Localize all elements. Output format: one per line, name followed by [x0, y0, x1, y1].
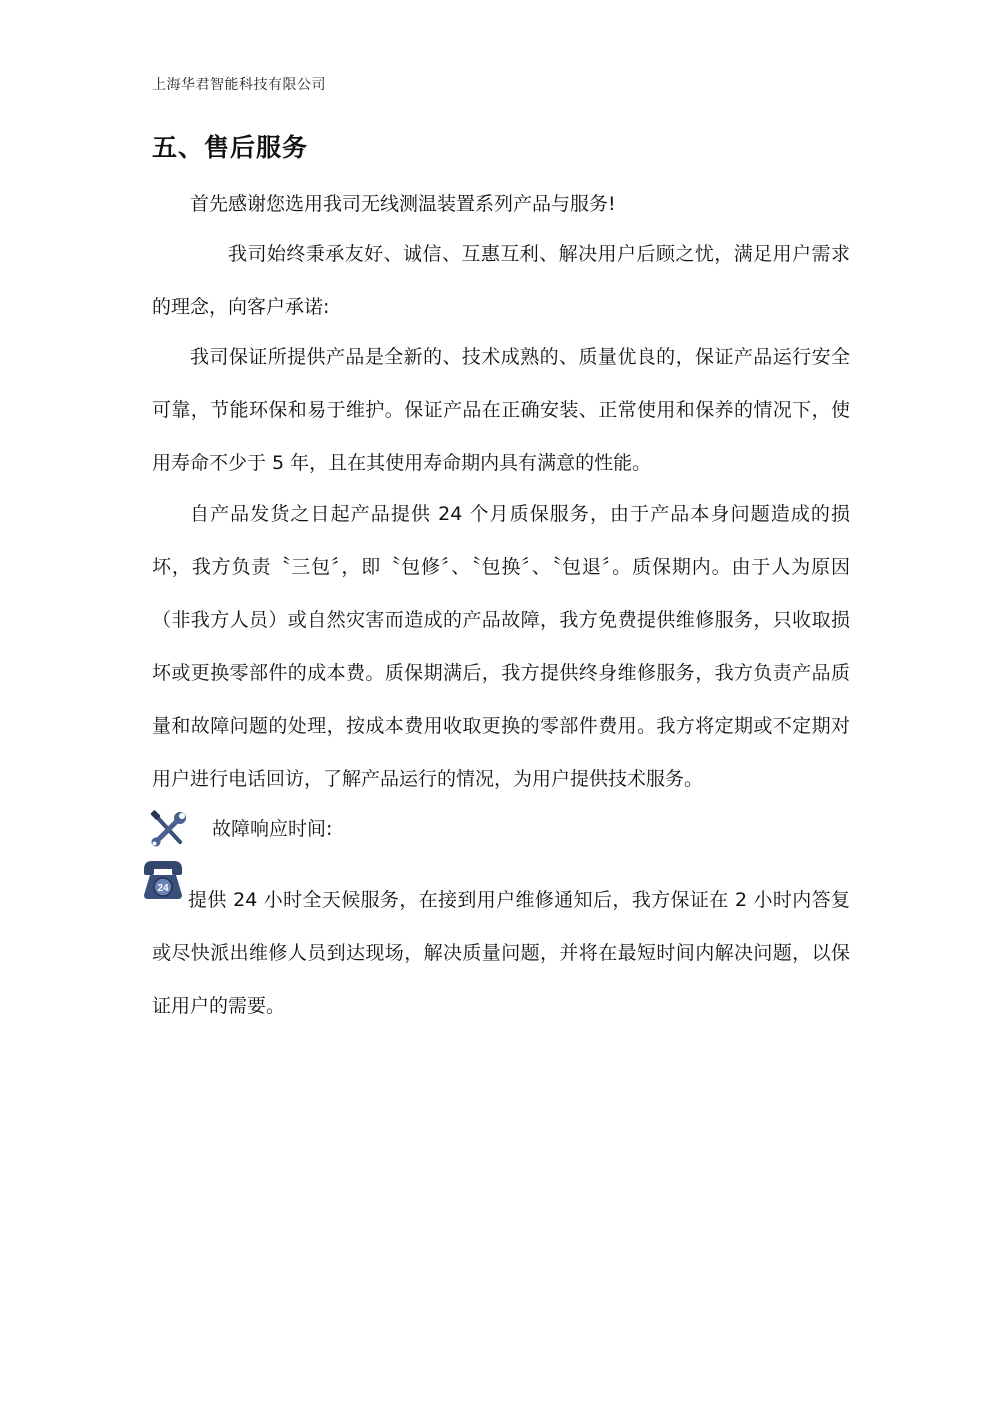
paragraph-response: 提供 24 小时全天候服务，在接到用户维修通知后，我方保证在 2 小时内答复或尽快派出维修人员到达现场，解决质量问题，并将在最短时间内解决问题，以保证用户的需要。 [152, 889, 850, 1017]
paragraph-thanks: 首先感谢您选用我司无线测温装置系列产品与服务! [190, 193, 616, 215]
paragraph-commitment: 我司始终秉承友好、诚信、互惠互利、解决用户后顾之忧，满足用户需求的理念，向客户承诺: [152, 243, 850, 318]
paragraph-warranty: 自产品发货之日起产品提供 24 个月质保服务，由于产品本身问题造成的损坏，我方负责〝三包〞，即〝包修〞、〝包换〞、〝包退〞。质保期内。由于人为原因（非我方人员）或自然灾害而造成的产品故障，我方免费提供维修服务，只收取损坏或更换零部件的成本费。质保期满后，我方提供终身维修服务，我方负责产品质量和故障问题的处理，按成本费用收取更换的零部件费用。我方将定期或不定期对用户进行电话回访，了解产品运行的情况，为用户提供技术服务。 [152, 503, 850, 790]
section-title: 五、售后服务 [152, 133, 309, 162]
wrench-screwdriver-icon [148, 810, 188, 850]
fault-response-heading [148, 808, 848, 852]
paragraph-quality: 我司保证所提供产品是全新的、技术成熟的、质量优良的，保证产品运行安全可靠，节能环保和易于维护。保证产品在正确安装、正常使用和保养的情况下，使用寿命不少于 5 年，且在其使用寿命期内具有满意的性能。 [152, 346, 850, 474]
company-header: 上海华君智能科技有限公司 [152, 77, 326, 93]
phone-badge: 24 [157, 883, 169, 894]
fault-response-label: 故障响应时间: [212, 818, 333, 840]
